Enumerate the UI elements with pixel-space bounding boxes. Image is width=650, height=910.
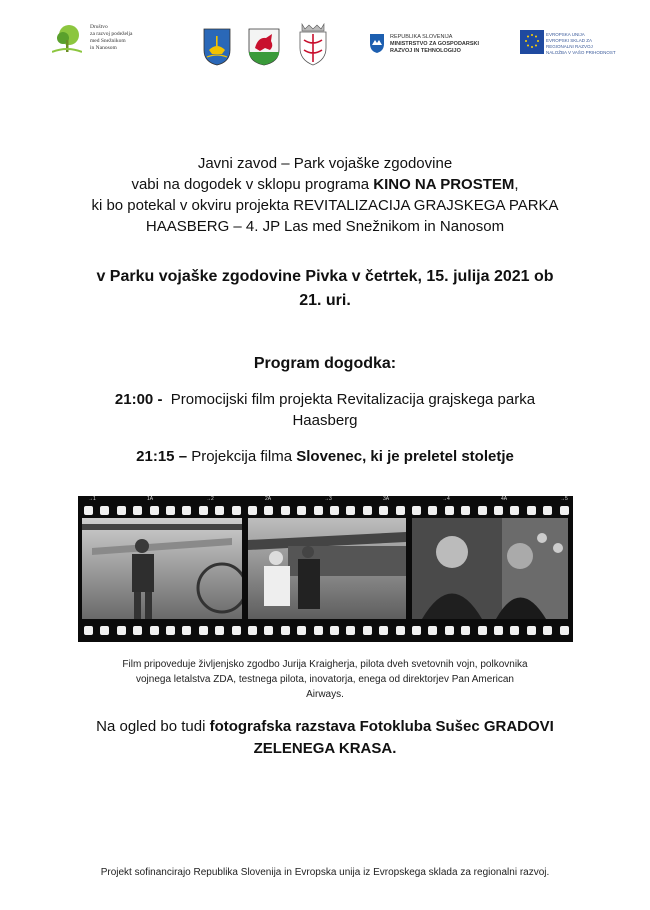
eu-line: REGIONALNI RAZVOJ [546,44,593,49]
sprocket-hole [560,506,569,515]
sprocket-hole [199,626,208,635]
sprocket-hole [314,506,323,515]
sprocket-hole [199,506,208,515]
frame-number: →4 [442,496,450,502]
sprocket-hole [264,626,273,635]
frame-number: →3 [324,496,332,502]
intro-line [40,174,610,195]
sprocket-hole [527,506,536,515]
sprocket-hole [100,506,109,515]
intro-text: , [514,176,519,193]
frame-numbers [78,496,573,503]
sprocket-hole [560,626,569,635]
sprocket-hole [494,626,503,635]
eu-line: EVROPSKI SKLAD ZA [546,38,593,43]
frame-number: 2A [265,496,272,502]
tree-icon [52,24,82,54]
sprocket-hole [133,626,142,635]
intro-text: vabi na dogodek v sklopu programa [131,176,374,193]
sprocket-hole [281,506,290,515]
sprocket-hole [461,626,470,635]
association-line: Društvo [90,24,108,30]
sprocket-hole [166,506,175,515]
exhibit-title: ZELENEGA KRASA. [253,740,397,757]
sprocket-hole [478,506,487,515]
sprocket-hole [478,626,487,635]
sprocket-hole [428,506,437,515]
sprocket-hole [117,506,126,515]
sprocket-hole [543,626,552,635]
program-item [40,389,610,431]
sprocket-hole [281,626,290,635]
sprocket-hole [412,506,421,515]
exhibit-text: Na ogled bo tudi [96,718,210,735]
sprocket-hole [150,506,159,515]
photo-frame-pilot [82,518,242,619]
venue-date [40,265,610,313]
sprocket-hole [297,626,306,635]
sprocket-hole [133,506,142,515]
sprocket-hole [363,506,372,515]
sprocket-hole [232,506,241,515]
funding-footer: Projekt sofinancirajo Republika Slovenija in Evropska unija iz Evropskega sklada za regionalni razvoj. [100,867,550,878]
cockpit-photo-icon [412,518,568,619]
exhibit-title: fotografska razstava Fotokluba Sušec GRADOVI [209,718,554,735]
program-text: Haasberg [292,412,358,429]
sprocket-hole [330,626,339,635]
caption-line: vojnega letalstva ZDA, testnega pilota, inovatorja, enega od direktorjev Pan American [136,674,514,685]
frame-number: →1 [88,496,96,502]
sprocket-hole [84,626,93,635]
film-description [40,657,610,702]
program-text: Projekcija filma [187,448,297,465]
sprocket-hole [150,626,159,635]
sprocket-hole [510,506,519,515]
sprocket-hole [84,506,93,515]
sprocket-hole [494,506,503,515]
sprocket-row [78,504,573,518]
venue-line: 21. uri. [299,292,351,309]
intro-line: Javni zavod – Park vojaške zgodovine [197,155,453,172]
sprocket-hole [182,626,191,635]
sprocket-hole [396,506,405,515]
association-logo [44,22,154,66]
logo-row [0,18,650,68]
sprocket-hole [248,506,257,515]
sprocket-hole [412,626,421,635]
venue-line: v Parku vojaške zgodovine Pivka v četrtek, 15. julija 2021 ob [96,268,554,285]
eu-logo [520,30,616,64]
intro-line: ki bo potekal v okviru projekta REVITALIZACIJA GRAJSKEGA PARKA [91,197,559,214]
sprocket-hole [428,626,437,635]
sprocket-hole [461,506,470,515]
filmstrip-image [78,496,573,642]
ministry-line: RAZVOJ IN TEHNOLOGIJO [390,48,461,54]
program-time: 21:15 – [136,448,188,465]
sprocket-hole [363,626,372,635]
frame-number: →2 [206,496,214,502]
eu-line: EVROPSKA UNIJA [546,32,585,37]
caption-line: Airways. [306,689,344,700]
ministry-line: REPUBLIKA SLOVENIJA [390,34,453,40]
ministry-logo [368,32,488,62]
sprocket-hole [232,626,241,635]
sprocket-hole [379,626,388,635]
sprocket-hole [346,506,355,515]
municipal-crest-icon [248,28,280,66]
municipal-crest-icon [298,22,328,66]
eu-line: NALOŽBA V VAŠO PRIHODNOST [546,50,616,55]
men-plane-photo-icon [248,518,406,619]
slovenia-flag-icon [368,32,386,54]
sprocket-hole [510,626,519,635]
sprocket-hole [166,626,175,635]
sprocket-hole [346,626,355,635]
sprocket-hole [445,506,454,515]
sprocket-hole [264,506,273,515]
exhibition-note [40,716,610,760]
sprocket-hole [527,626,536,635]
sprocket-row [78,624,573,638]
sprocket-hole [182,506,191,515]
ministry-line: MINISTRSTVO ZA GOSPODARSKI [390,41,480,47]
intro-line: HAASBERG – 4. JP Las med Snežnikom in Nanosom [145,218,505,235]
sprocket-hole [379,506,388,515]
frame-number: 4A [501,496,508,502]
sprocket-hole [100,626,109,635]
intro-block [40,153,610,237]
sprocket-hole [215,626,224,635]
frame-number: 3A [383,496,390,502]
sprocket-hole [330,506,339,515]
program-title: Program dogodka: [253,355,397,372]
film-title: Slovenec, ki je preletel stoletje [296,448,514,465]
program-name: KINO NA PROSTEM [373,176,515,193]
program-text: Promocijski film projekta Revitalizacija grajskega parka [162,391,536,408]
photo-frame-cockpit [412,518,568,619]
association-line: med Snežnikom [90,38,126,44]
municipal-crest-icon [203,28,231,66]
sprocket-hole [445,626,454,635]
association-line: in Nanosom [90,45,117,51]
sprocket-hole [117,626,126,635]
frame-number: 1A [147,496,154,502]
sprocket-hole [314,626,323,635]
sprocket-hole [248,626,257,635]
program-time: 21:00 - [114,391,163,408]
eu-flag-icon [520,30,544,54]
sprocket-hole [215,506,224,515]
program-item [40,448,610,465]
sprocket-hole [543,506,552,515]
association-line: za razvoj podeželja [90,31,133,37]
sprocket-hole [297,506,306,515]
pilot-photo-icon [82,518,242,619]
caption-line: Film pripoveduje življenjsko zgodbo Jurija Kraigherja, pilota dveh svetovnih vojn, polkovnika [122,659,528,670]
frame-number: →5 [560,496,568,502]
sprocket-hole [396,626,405,635]
photo-frame-men-plane [248,518,406,619]
